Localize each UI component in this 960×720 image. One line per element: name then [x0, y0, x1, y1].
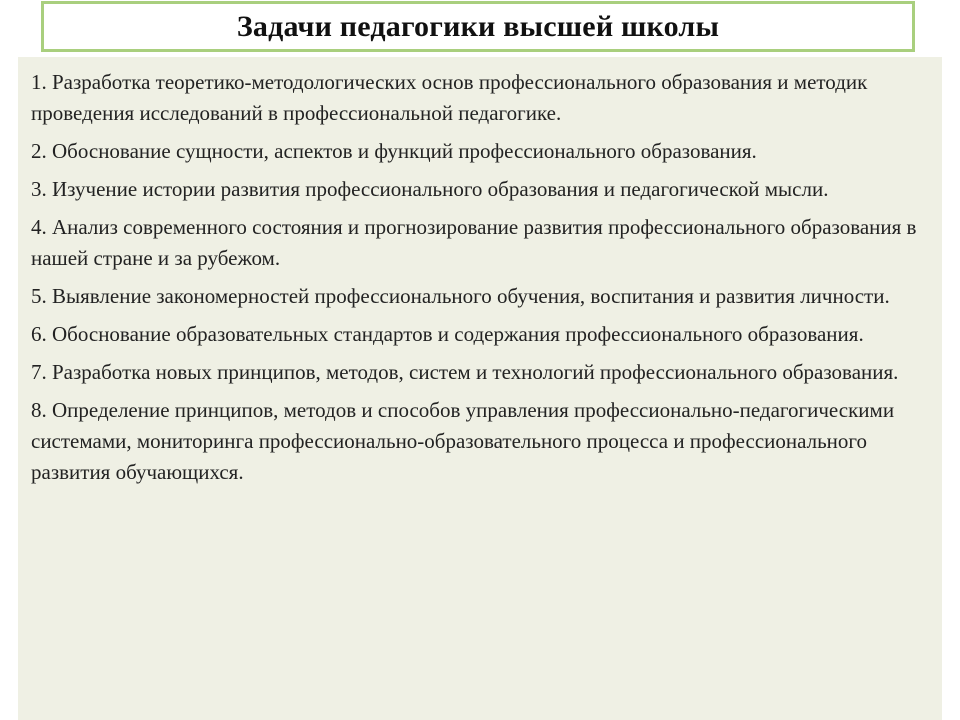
task-item-6: 6. Обоснование образовательных стандартов и содержания профессионального образования.: [31, 322, 864, 346]
task-item-4: 4. Анализ современного состояния и прогнозирование развития профессионального образования в нашей стране и за рубежом.: [31, 215, 917, 270]
task-item-2: 2. Обоснование сущности, аспектов и функций профессионального образования.: [31, 139, 757, 163]
task-item-1: 1. Разработка теоретико-методологических основ профессионального образования и методик проведения исследований в профессиональной педагогике.: [31, 70, 868, 125]
task-item-8: 8. Определение принципов, методов и способов управления профессионально-педагогическими системами, мониторинга профессионально-образовательного процесса и профессионального развития обучающихся.: [31, 398, 895, 484]
content-box: [18, 57, 942, 720]
slide-title: Задачи педагогики высшей школы: [236, 9, 720, 43]
task-item-3: 3. Изучение истории развития профессионального образования и педагогической мысли.: [31, 177, 829, 201]
task-item-7: 7. Разработка новых принципов, методов, систем и технологий профессионального образования.: [31, 360, 899, 384]
title-box: [41, 1, 915, 52]
task-list: [18, 57, 942, 488]
task-item-5: 5. Выявление закономерностей профессионального обучения, воспитания и развития личности.: [31, 284, 890, 308]
